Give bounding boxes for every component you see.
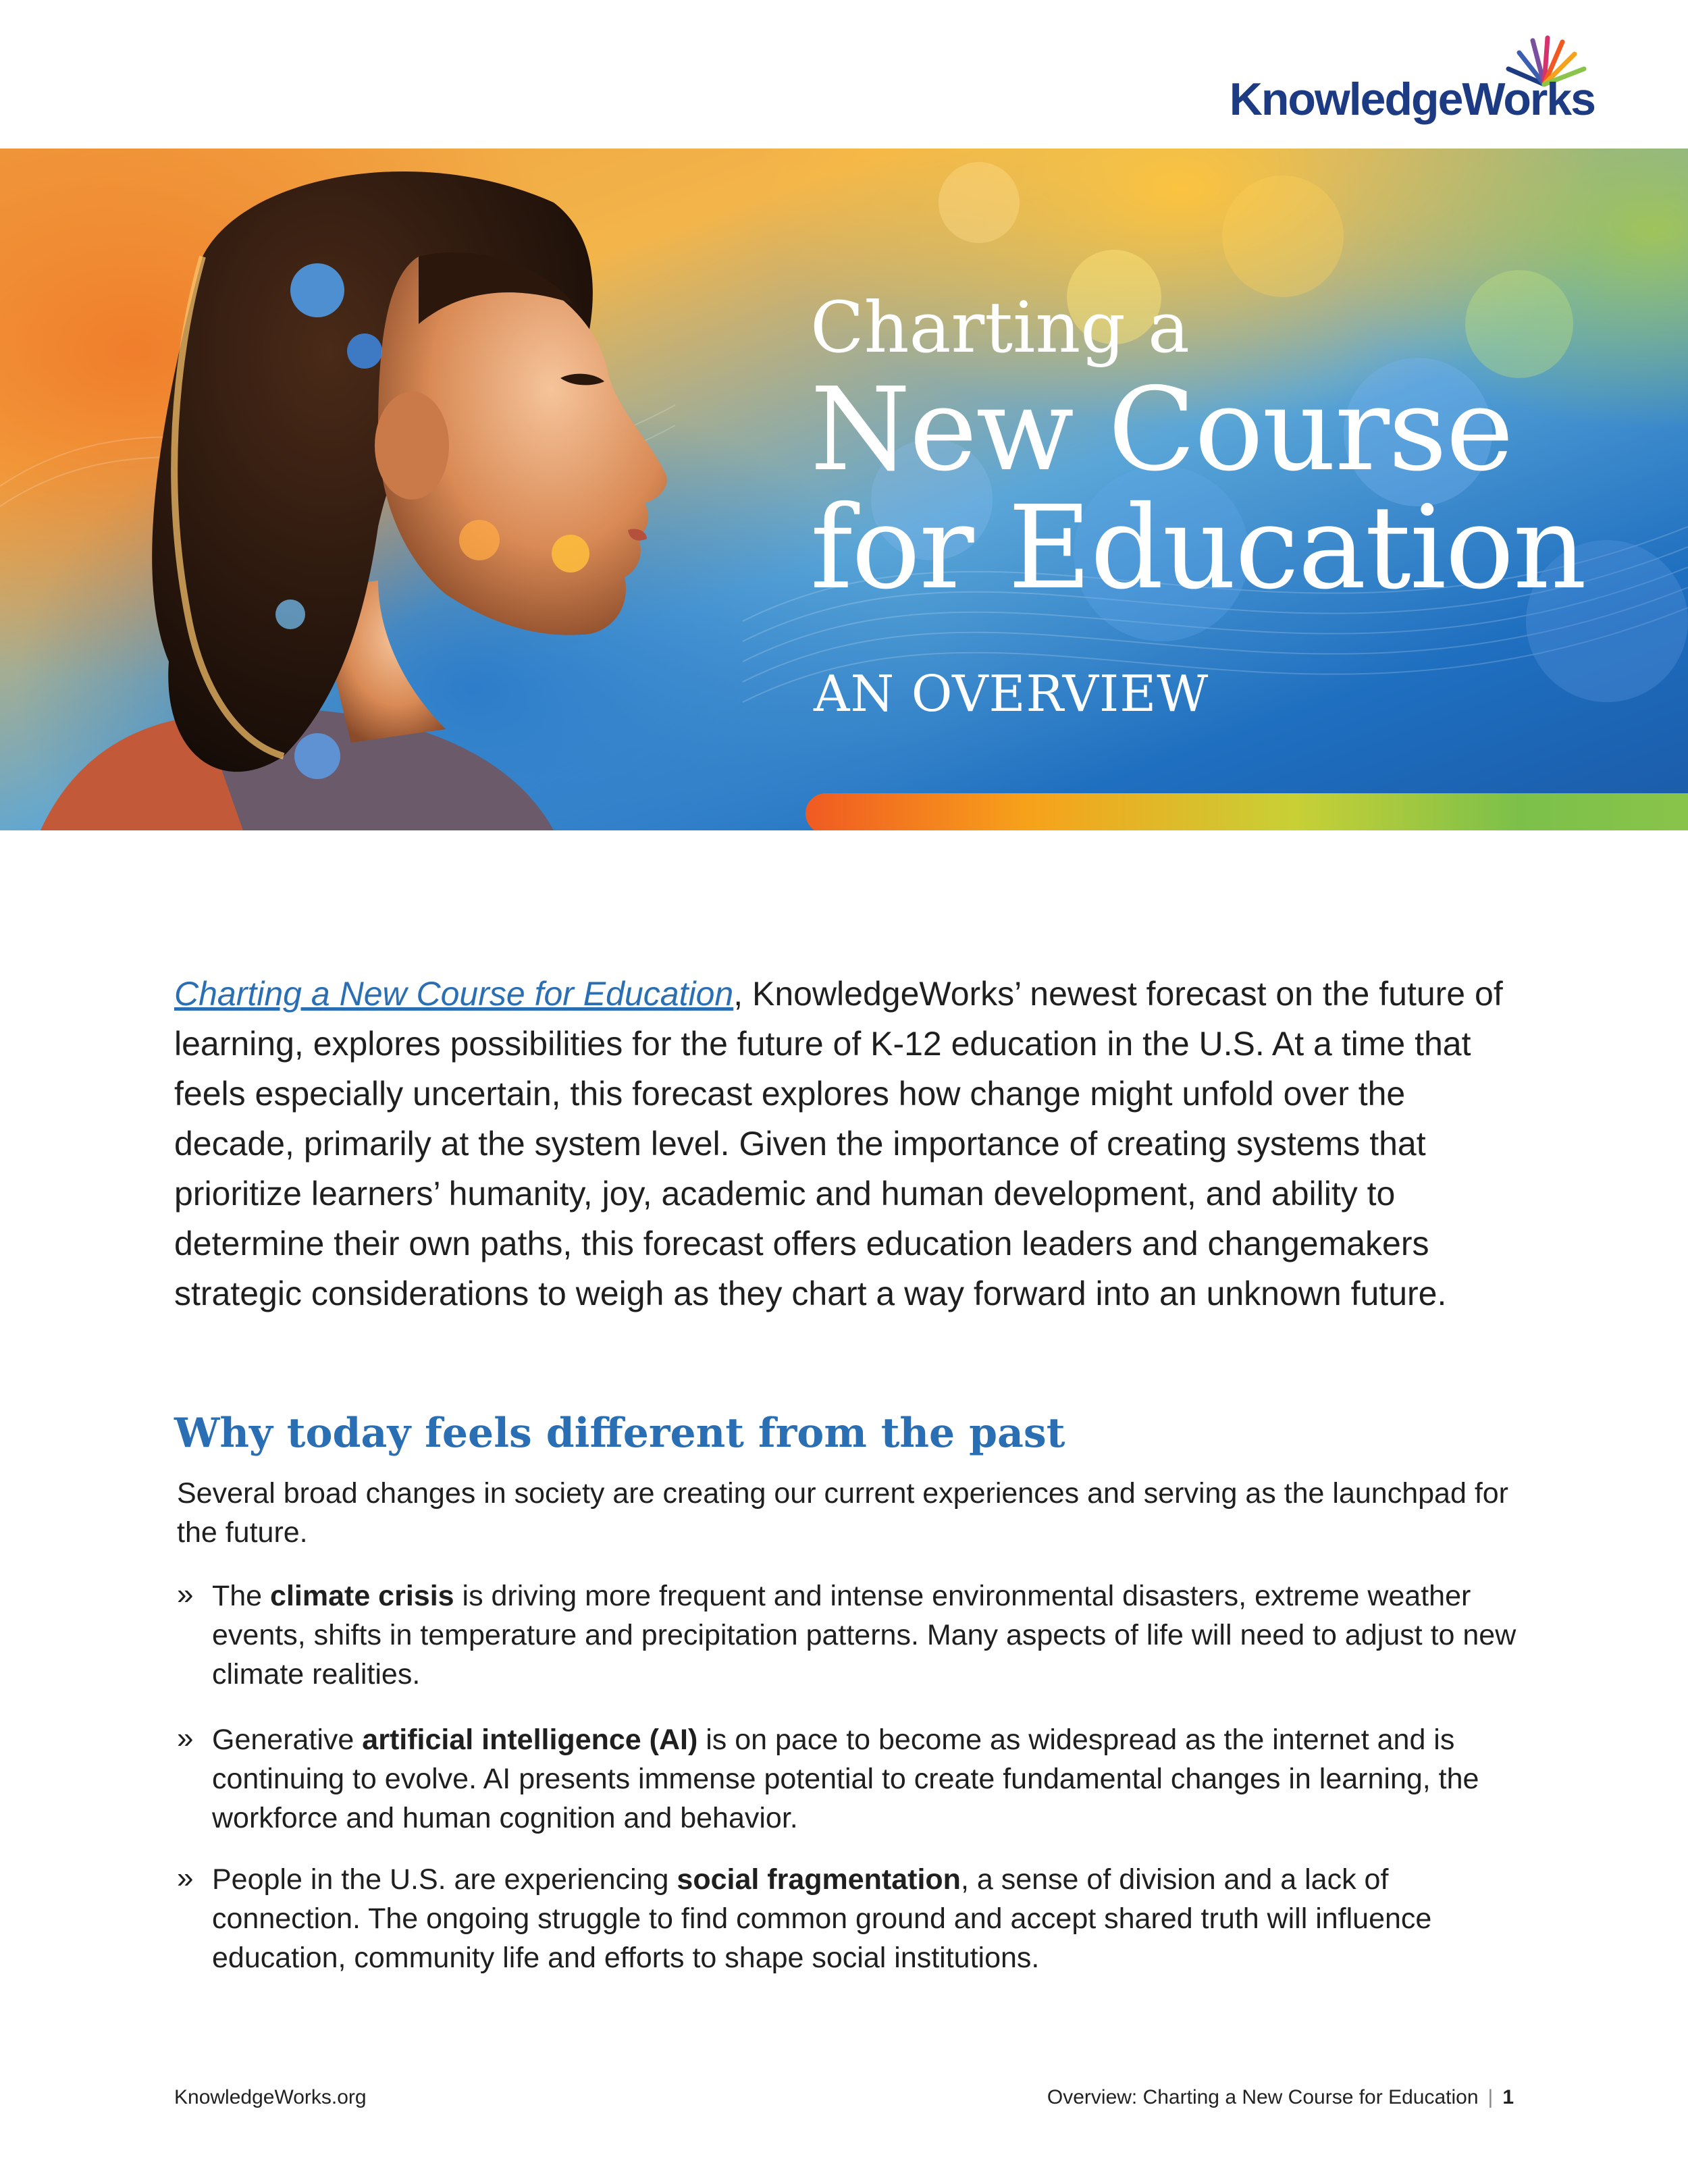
- hero-banner: [0, 149, 1688, 830]
- hero-title-line-2: New Course: [810, 363, 1512, 497]
- section-lead-paragraph: Several broad changes in society are creating our current experiences and serving as the launchpad for the future.: [177, 1477, 1508, 1549]
- gradient-accent-bar: [806, 793, 1688, 830]
- knowledgeworks-logo: [1223, 34, 1602, 128]
- footer-doc-title: Overview: Charting a New Course for Education: [1047, 2086, 1479, 2108]
- logo-wordmark: KnowledgeWorks: [1229, 74, 1595, 125]
- footer-page-info: [1047, 2086, 1514, 2109]
- hero-title-line-1: Charting a: [810, 286, 1190, 369]
- page-number: 1: [1502, 2086, 1514, 2108]
- bullet-item-climate: [177, 1576, 1521, 1694]
- bullet-marker: »: [177, 1722, 194, 1755]
- forecast-link[interactable]: Charting a New Course for Education: [174, 975, 734, 1013]
- hero-title-line-3: for Education: [810, 481, 1586, 615]
- bullet-text: People in the U.S. are experiencing social fragmentation, a sense of division and a lack of connection. The ongoing struggle to find common ground and accept shared truth will influence education, community life and efforts to shape social institutions.: [212, 1863, 1432, 1974]
- bullet-text: Generative artificial intelligence (AI) is on pace to become as widespread as the internet and is continuing to evolve. AI presents immense potential to create fundamental changes in learning, the workforce and human cognition and behavior.: [212, 1724, 1479, 1834]
- intro-paragraph: [174, 969, 1525, 1319]
- section-heading: Why today feels different from the past: [174, 1410, 1065, 1457]
- bullet-marker: »: [177, 1578, 194, 1611]
- bullet-bold-term: social fragmentation: [677, 1863, 961, 1896]
- hero-title: [810, 284, 1586, 615]
- bullet-marker: »: [177, 1861, 194, 1894]
- bullet-item-ai: [177, 1720, 1521, 1838]
- footer-website: KnowledgeWorks.org: [174, 2086, 367, 2108]
- bullet-item-social: [177, 1860, 1521, 1977]
- bullet-bold-term: climate crisis: [270, 1580, 454, 1612]
- bullet-bold-term: artificial intelligence (AI): [362, 1724, 698, 1756]
- intro-text: , KnowledgeWorks’ newest forecast on the future of learning, explores possibilities for the future of K-12 education in the U.S. At a time that feels especially uncertain, this forecast explores how change might unfold over the decade, primarily at the system level. Given the importance of creating systems that prioritize learners’ humanity, joy, academic and human development, and ability to determine their own paths, this forecast offers education leaders and changemakers strategic considerations to weigh as they chart a way forward into an unknown future.: [174, 975, 1503, 1312]
- hero-subtitle: AN OVERVIEW: [814, 665, 1209, 723]
- bullet-text: The climate crisis is driving more frequent and intense environmental disasters, extreme weather events, shifts in temperature and precipitation patterns. Many aspects of life will need to adjust to new climate realities.: [212, 1580, 1516, 1690]
- footer-separator: |: [1487, 2086, 1494, 2108]
